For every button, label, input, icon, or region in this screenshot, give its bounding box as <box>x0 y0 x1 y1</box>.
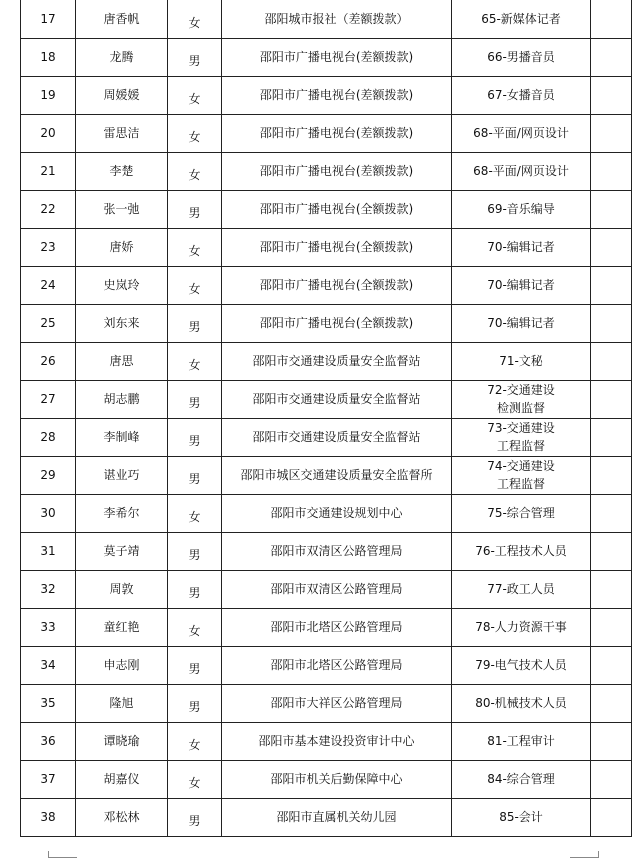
row-number-cell <box>21 456 76 494</box>
person-name: 申志刚 <box>103 658 140 672</box>
position-cell <box>452 722 591 760</box>
employer-unit-cell <box>222 684 452 722</box>
row-number-cell <box>21 570 76 608</box>
employer-unit-cell <box>222 608 452 646</box>
employer-unit: 邵阳市北塔区公路管理局 <box>270 658 403 672</box>
table-row <box>21 760 632 798</box>
person-name: 李楚 <box>109 164 134 178</box>
position-cell <box>452 152 591 190</box>
person-name: 莫子靖 <box>103 544 140 558</box>
employer-unit-cell <box>222 494 452 532</box>
person-name-cell <box>76 456 168 494</box>
gender-cell <box>168 152 222 190</box>
gender: 男 <box>188 396 201 410</box>
row-number-cell <box>21 304 76 342</box>
table-row <box>21 532 632 570</box>
person-name: 周媛媛 <box>103 88 140 102</box>
row-number: 27 <box>40 392 56 406</box>
employer-unit: 邵阳市交通建设质量安全监督站 <box>252 354 421 368</box>
table-row <box>21 38 632 76</box>
row-number-cell <box>21 380 76 418</box>
position-cell <box>452 684 591 722</box>
position: 72-交通建设 检测监督 <box>487 383 555 415</box>
position-cell <box>452 760 591 798</box>
employer-unit: 邵阳市广播电视台(全额拨款) <box>259 240 414 254</box>
employer-unit: 邵阳市基本建设投资审计中心 <box>258 734 415 748</box>
blank-cell <box>591 76 632 114</box>
row-number: 30 <box>40 506 56 520</box>
person-name-cell <box>76 418 168 456</box>
row-number: 37 <box>40 772 56 786</box>
employer-unit: 邵阳市双清区公路管理局 <box>270 582 403 596</box>
row-number: 34 <box>40 658 56 672</box>
table-row <box>21 798 632 836</box>
position: 67-女播音员 <box>487 88 555 102</box>
row-number: 35 <box>40 696 56 710</box>
gender-cell <box>168 722 222 760</box>
employer-unit-cell <box>222 304 452 342</box>
table-row <box>21 152 632 190</box>
gender: 女 <box>188 92 201 106</box>
row-number: 36 <box>40 734 56 748</box>
blank-cell <box>591 798 632 836</box>
blank-cell <box>591 456 632 494</box>
row-number: 20 <box>40 126 56 140</box>
row-number: 32 <box>40 582 56 596</box>
position-cell <box>452 266 591 304</box>
gender-cell <box>168 228 222 266</box>
position: 78-人力资源干事 <box>475 620 567 634</box>
blank-cell <box>591 608 632 646</box>
table-row <box>21 456 632 494</box>
employer-unit-cell <box>222 646 452 684</box>
table-row <box>21 494 632 532</box>
position-cell <box>452 456 591 494</box>
gender: 男 <box>188 434 201 448</box>
gender-cell <box>168 418 222 456</box>
position-cell <box>452 38 591 76</box>
blank-cell <box>591 646 632 684</box>
employer-unit-cell <box>222 76 452 114</box>
employer-unit: 邵阳市交通建设质量安全监督站 <box>252 430 421 444</box>
position: 69-音乐编导 <box>487 202 555 216</box>
person-name: 李制峰 <box>103 430 140 444</box>
person-name-cell <box>76 114 168 152</box>
person-name: 周敦 <box>109 582 134 596</box>
row-number-cell <box>21 190 76 228</box>
blank-cell <box>591 494 632 532</box>
person-name-cell <box>76 684 168 722</box>
table-row <box>21 190 632 228</box>
row-number-cell <box>21 0 76 38</box>
person-name-cell <box>76 266 168 304</box>
table-row <box>21 228 632 266</box>
employer-unit: 邵阳市大祥区公路管理局 <box>270 696 403 710</box>
row-number: 22 <box>40 202 56 216</box>
gender: 男 <box>188 206 201 220</box>
table-row <box>21 722 632 760</box>
position-cell <box>452 532 591 570</box>
position-cell <box>452 798 591 836</box>
employer-unit-cell <box>222 532 452 570</box>
position: 76-工程技术人员 <box>475 544 567 558</box>
person-name-cell <box>76 494 168 532</box>
row-number: 21 <box>40 164 56 178</box>
person-name-cell <box>76 646 168 684</box>
crop-mark-right <box>570 851 599 858</box>
employer-unit: 邵阳市交通建设规划中心 <box>270 506 403 520</box>
person-name-cell <box>76 304 168 342</box>
gender: 男 <box>188 472 201 486</box>
gender-cell <box>168 38 222 76</box>
person-name-cell <box>76 380 168 418</box>
gender: 男 <box>188 662 201 676</box>
gender-cell <box>168 798 222 836</box>
row-number-cell <box>21 646 76 684</box>
position: 79-电气技术人员 <box>475 658 567 672</box>
gender: 女 <box>188 358 201 372</box>
position: 75-综合管理 <box>487 506 555 520</box>
person-name-cell <box>76 228 168 266</box>
person-name-cell <box>76 152 168 190</box>
position-cell <box>452 646 591 684</box>
gender-cell <box>168 342 222 380</box>
gender-cell <box>168 0 222 38</box>
person-name-cell <box>76 798 168 836</box>
row-number-cell <box>21 114 76 152</box>
person-name: 唐香帆 <box>103 11 140 26</box>
person-name: 胡嘉仪 <box>103 772 140 786</box>
person-name-cell <box>76 38 168 76</box>
person-name-cell <box>76 570 168 608</box>
roster-body <box>21 0 632 836</box>
position: 80-机械技术人员 <box>475 696 567 710</box>
position-cell <box>452 0 591 38</box>
position: 84-综合管理 <box>487 772 555 786</box>
employer-unit-cell <box>222 228 452 266</box>
row-number: 17 <box>40 11 56 26</box>
table-row <box>21 304 632 342</box>
position: 68-平面/网页设计 <box>473 164 569 178</box>
position: 73-交通建设 工程监督 <box>487 421 555 453</box>
blank-cell <box>591 228 632 266</box>
employer-unit-cell <box>222 760 452 798</box>
table-row <box>21 570 632 608</box>
employer-unit: 邵阳市广播电视台(差额拨款) <box>259 126 414 140</box>
row-number: 28 <box>40 430 56 444</box>
gender: 女 <box>188 510 201 524</box>
employer-unit-cell <box>222 114 452 152</box>
row-number-cell <box>21 418 76 456</box>
blank-cell <box>591 0 632 38</box>
row-number-cell <box>21 798 76 836</box>
person-name-cell <box>76 190 168 228</box>
position: 70-编辑记者 <box>487 240 555 254</box>
employer-unit: 邵阳市广播电视台(全额拨款) <box>259 202 414 216</box>
person-name: 雷思洁 <box>103 126 140 140</box>
gender-cell <box>168 190 222 228</box>
person-name: 谌业巧 <box>103 468 140 482</box>
gender: 女 <box>188 282 201 296</box>
table-row <box>21 76 632 114</box>
row-number-cell <box>21 342 76 380</box>
employer-unit-cell <box>222 380 452 418</box>
person-name: 龙腾 <box>109 50 134 64</box>
gender-cell <box>168 380 222 418</box>
person-name-cell <box>76 760 168 798</box>
person-name: 刘东来 <box>103 316 140 330</box>
crop-mark-left <box>48 851 77 858</box>
gender-cell <box>168 76 222 114</box>
row-number: 31 <box>40 544 56 558</box>
table-row <box>21 646 632 684</box>
gender-cell <box>168 684 222 722</box>
gender: 男 <box>188 548 201 562</box>
blank-cell <box>591 418 632 456</box>
person-name-cell <box>76 0 168 38</box>
person-name: 唐思 <box>109 354 134 368</box>
person-name: 唐娇 <box>109 240 134 254</box>
position-cell <box>452 418 591 456</box>
blank-cell <box>591 380 632 418</box>
employer-unit-cell <box>222 190 452 228</box>
gender: 女 <box>188 244 201 258</box>
row-number: 29 <box>40 468 56 482</box>
gender-cell <box>168 570 222 608</box>
row-number-cell <box>21 760 76 798</box>
person-name: 李希尔 <box>103 506 140 520</box>
gender: 男 <box>188 700 201 714</box>
gender: 女 <box>188 738 201 752</box>
table-row <box>21 418 632 456</box>
row-number-cell <box>21 684 76 722</box>
employer-unit-cell <box>222 456 452 494</box>
position: 74-交通建设 工程监督 <box>487 459 555 491</box>
employer-unit: 邵阳市机关后勤保障中心 <box>270 772 403 786</box>
person-name: 史岚玲 <box>103 278 140 292</box>
row-number: 26 <box>40 354 56 368</box>
position-cell <box>452 608 591 646</box>
gender-cell <box>168 304 222 342</box>
row-number: 23 <box>40 240 56 254</box>
blank-cell <box>591 152 632 190</box>
table-row <box>21 266 632 304</box>
employer-unit-cell <box>222 570 452 608</box>
row-number-cell <box>21 608 76 646</box>
position-cell <box>452 570 591 608</box>
table-row <box>21 608 632 646</box>
gender-cell <box>168 532 222 570</box>
roster-table <box>20 0 632 837</box>
blank-cell <box>591 342 632 380</box>
gender: 男 <box>188 586 201 600</box>
employer-unit-cell <box>222 152 452 190</box>
table-row <box>21 684 632 722</box>
blank-cell <box>591 722 632 760</box>
employer-unit-cell <box>222 266 452 304</box>
person-name-cell <box>76 532 168 570</box>
table-row <box>21 114 632 152</box>
employer-unit: 邵阳市广播电视台(全额拨款) <box>259 316 414 330</box>
person-name: 童红艳 <box>103 620 140 634</box>
row-number-cell <box>21 494 76 532</box>
row-number: 19 <box>40 88 56 102</box>
employer-unit-cell <box>222 38 452 76</box>
blank-cell <box>591 38 632 76</box>
position: 71-文秘 <box>499 354 543 368</box>
position: 68-平面/网页设计 <box>473 126 569 140</box>
gender: 女 <box>188 15 201 30</box>
blank-cell <box>591 760 632 798</box>
gender-cell <box>168 494 222 532</box>
position-cell <box>452 342 591 380</box>
employer-unit: 邵阳市广播电视台(差额拨款) <box>259 88 414 102</box>
gender-cell <box>168 114 222 152</box>
blank-cell <box>591 190 632 228</box>
blank-cell <box>591 570 632 608</box>
employer-unit: 邵阳市广播电视台(全额拨款) <box>259 278 414 292</box>
person-name: 谭晓瑜 <box>103 734 140 748</box>
table-row <box>21 0 632 38</box>
position-cell <box>452 228 591 266</box>
position: 70-编辑记者 <box>487 278 555 292</box>
employer-unit-cell <box>222 342 452 380</box>
row-number-cell <box>21 228 76 266</box>
row-number-cell <box>21 722 76 760</box>
person-name: 邓松林 <box>103 810 140 824</box>
employer-unit: 邵阳市交通建设质量安全监督站 <box>252 392 421 406</box>
row-number: 24 <box>40 278 56 292</box>
row-number-cell <box>21 266 76 304</box>
gender: 女 <box>188 168 201 182</box>
row-number: 33 <box>40 620 56 634</box>
gender: 男 <box>188 814 201 828</box>
row-number-cell <box>21 38 76 76</box>
person-name-cell <box>76 76 168 114</box>
gender-cell <box>168 646 222 684</box>
table-row <box>21 342 632 380</box>
row-number-cell <box>21 76 76 114</box>
employer-unit-cell <box>222 0 452 38</box>
position-cell <box>452 304 591 342</box>
employer-unit: 邵阳市城区交通建设质量安全监督所 <box>240 468 433 482</box>
position: 70-编辑记者 <box>487 316 555 330</box>
blank-cell <box>591 684 632 722</box>
row-number-cell <box>21 532 76 570</box>
position: 81-工程审计 <box>487 734 555 748</box>
gender-cell <box>168 760 222 798</box>
employer-unit-cell <box>222 798 452 836</box>
gender-cell <box>168 266 222 304</box>
employer-unit: 邵阳市北塔区公路管理局 <box>270 620 403 634</box>
gender-cell <box>168 456 222 494</box>
gender: 女 <box>188 776 201 790</box>
position-cell <box>452 380 591 418</box>
position: 66-男播音员 <box>487 50 555 64</box>
gender: 男 <box>188 54 201 68</box>
employer-unit: 邵阳市双清区公路管理局 <box>270 544 403 558</box>
table-row <box>21 380 632 418</box>
employer-unit: 邵阳城市报社（差额拨款） <box>264 11 409 26</box>
row-number-cell <box>21 152 76 190</box>
employer-unit: 邵阳市广播电视台(差额拨款) <box>259 164 414 178</box>
position-cell <box>452 114 591 152</box>
row-number: 38 <box>40 810 56 824</box>
gender: 男 <box>188 320 201 334</box>
blank-cell <box>591 304 632 342</box>
row-number: 25 <box>40 316 56 330</box>
row-number: 18 <box>40 50 56 64</box>
employer-unit-cell <box>222 722 452 760</box>
position: 85-会计 <box>499 810 543 824</box>
person-name-cell <box>76 342 168 380</box>
gender-cell <box>168 608 222 646</box>
employer-unit-cell <box>222 418 452 456</box>
blank-cell <box>591 266 632 304</box>
position-cell <box>452 190 591 228</box>
position-cell <box>452 76 591 114</box>
person-name-cell <box>76 722 168 760</box>
position-cell <box>452 494 591 532</box>
employer-unit: 邵阳市广播电视台(差额拨款) <box>259 50 414 64</box>
blank-cell <box>591 532 632 570</box>
position: 65-新媒体记者 <box>481 11 561 26</box>
gender: 女 <box>188 624 201 638</box>
position: 77-政工人员 <box>487 582 555 596</box>
person-name: 胡志鹏 <box>103 392 140 406</box>
gender: 女 <box>188 130 201 144</box>
employer-unit: 邵阳市直属机关幼儿园 <box>276 810 397 824</box>
person-name-cell <box>76 608 168 646</box>
person-name: 张一弛 <box>103 202 140 216</box>
person-name: 隆旭 <box>109 696 134 710</box>
blank-cell <box>591 114 632 152</box>
